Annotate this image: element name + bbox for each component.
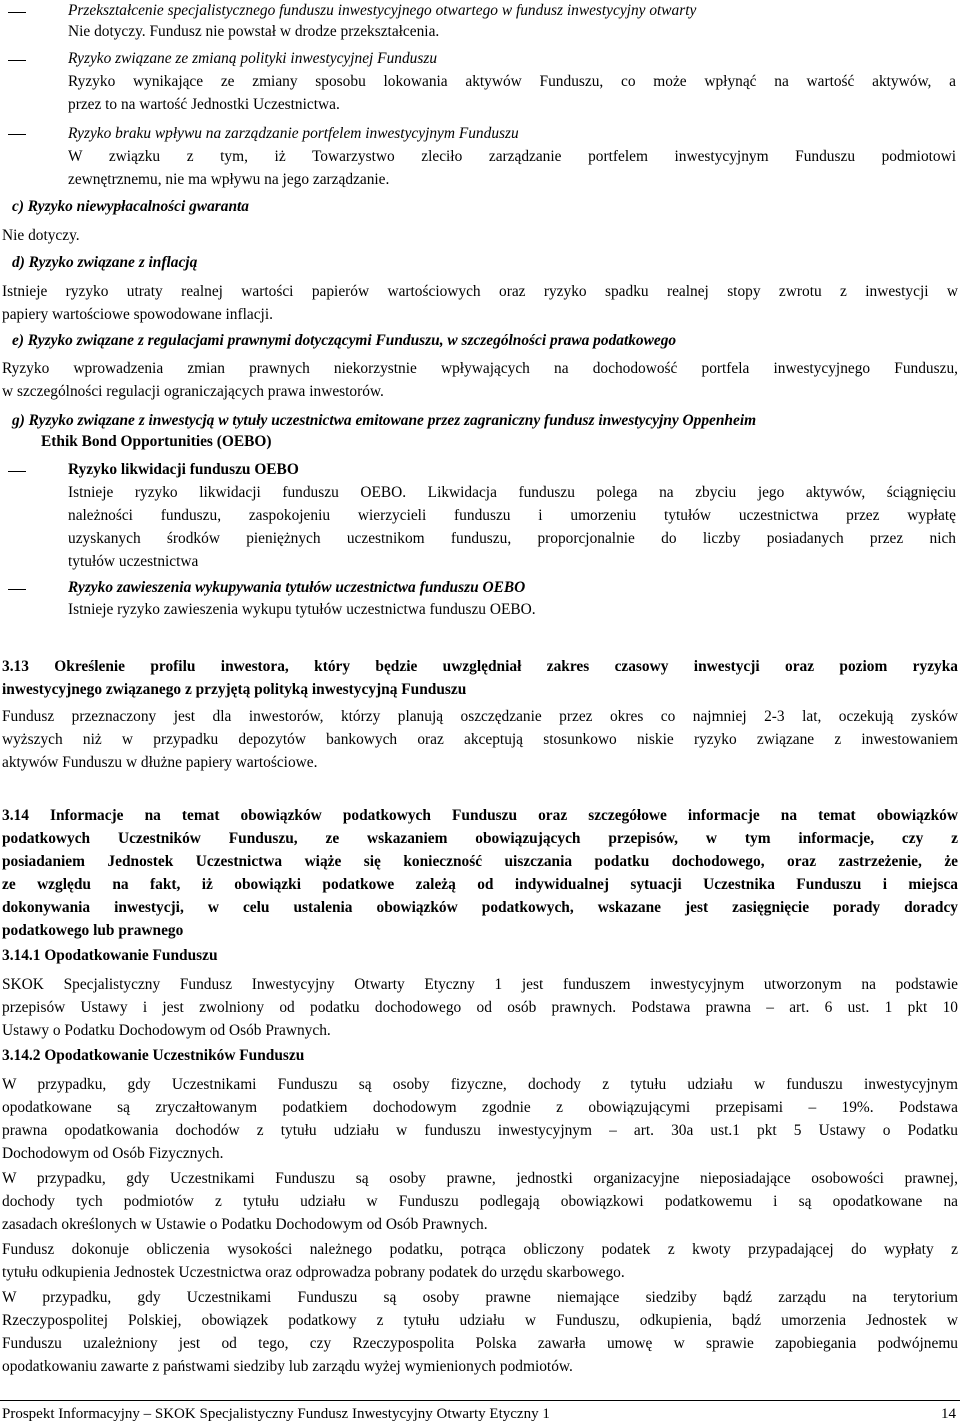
subsection-body-line: Ustawy o Podatku Dochodowym od Osób Prawnych.: [2, 1022, 331, 1039]
chapter-heading: 3.14 Informacje na temat obowiązków podatkowych Funduszu oraz szczegółowe informacje na temat obowiązków: [2, 807, 958, 824]
subsection-body-line: SKOK Specjalistyczny Fundusz Inwestycyjny Otwarty Etyczny 1 jest funduszem inwestycyjnym utworzonym na podstawie: [2, 976, 958, 993]
paragraph-line: Rzeczypospolitej Polskiej, obowiązek podatkowy z tytułu udziału w Funduszu, odkupienia, bądź umorzenia Jednostek w: [2, 1312, 958, 1329]
item-title: Przekształcenie specjalistycznego funduszu inwestycyjnego otwartego w fundusz inwestycyjny otwarty: [68, 2, 697, 19]
bullet-dash: [8, 134, 26, 135]
paragraph-line: dochody tych podmiotów z tytułu udziału w Funduszu podlegają obowiązkowi podatkowemu i są opodatkowane na: [2, 1193, 958, 1210]
item-body-line: przez to na wartość Jednostki Uczestnictwa.: [68, 96, 340, 113]
section-heading: Ethik Bond Opportunities (OEBO): [41, 433, 272, 450]
paragraph-line: Funduszu uzależniony jest od tego, czy Rzeczypospolita Polska zawarła umowę w sprawie zapobiegania podwójnemu: [2, 1335, 958, 1352]
subsection-heading: 3.14.1 Opodatkowanie Funduszu: [2, 947, 218, 964]
paragraph-line: prawna opodatkowania dochodów z tytułu udziału w funduszu inwestycyjnym – art. 30a ust.1 pkt 5 Ustawy o Podatku: [2, 1122, 958, 1139]
section-body-line: Istnieje ryzyko utraty realnej wartości papierów wartościowych oraz ryzyko spadku realnej stopy zwrotu z inwestycji w: [2, 283, 958, 300]
section-heading: c) Ryzyko niewypłacalności gwaranta: [12, 198, 249, 215]
item-body-line: Istnieje ryzyko likwidacji funduszu OEBO. Likwidacja funduszu polega na zbyciu jego aktywów, ściągnięciu: [68, 484, 956, 501]
paragraph-line: opodatkowaniu zawarte z państwami siedziby lub zarządu wyżej wymienionych podmiotów.: [2, 1358, 573, 1375]
chapter-body-line: Fundusz przeznaczony jest dla inwestorów, którzy planują oszczędzanie przez okres co najmniej 2-3 lat, oczekują zysków: [2, 708, 958, 725]
paragraph-line: Dochodowym od Osób Fizycznych.: [2, 1145, 224, 1162]
chapter-body-line: wyższych niż w przypadku depozytów bankowych oraz akceptują stosunkowo niskie ryzyko związane z inwestowaniem: [2, 731, 958, 748]
chapter-heading: ze względu na fakt, iż obowiązki podatkowe zależą od indywidualnej sytuacji Uczestnika Funduszu i miejsca: [2, 876, 958, 893]
item-body-line: Ryzyko wynikające ze zmiany sposobu lokowania aktywów Funduszu, co może wpłynąć na wartość aktywów, a: [68, 73, 956, 90]
item-body-line: W związku z tym, iż Towarzystwo zleciło zarządzanie portfelem inwestycyjnym Funduszu podmiotowi: [68, 148, 956, 165]
paragraph-line: zasadach określonych w Ustawie o Podatku Dochodowym od Osób Prawnych.: [2, 1216, 488, 1233]
section-body-line: papiery wartościowe spowodowane inflacji.: [2, 306, 273, 323]
item-title: Ryzyko braku wpływu na zarządzanie portfelem inwestycyjnym Funduszu: [68, 125, 519, 142]
chapter-body-line: aktywów Funduszu w dłużne papiery wartościowe.: [2, 754, 318, 771]
paragraph-line: Fundusz dokonuje obliczenia wysokości należnego podatku, potrąca obliczony podatek z kwoty przypadającej do wypłaty z: [2, 1241, 958, 1258]
chapter-heading: podatkowych Uczestników Funduszu, ze wskazaniem obowiązujących przepisów, w tym informacje, czy z: [2, 830, 958, 847]
paragraph-line: W przypadku, gdy Uczestnikami Funduszu są osoby prawne niemające siedziby bądź zarządu na terytorium: [2, 1289, 958, 1306]
section-heading: e) Ryzyko związane z regulacjami prawnymi dotyczącymi Funduszu, w szczególności prawa podatkowego: [12, 332, 677, 349]
section-body: Nie dotyczy.: [2, 227, 80, 244]
item-title: Ryzyko związane ze zmianą polityki inwestycyjnej Funduszu: [68, 50, 438, 67]
section-heading: d) Ryzyko związane z inflacją: [12, 254, 198, 271]
bullet-dash: [8, 471, 26, 472]
bullet-dash: [8, 60, 26, 61]
subsection-heading: 3.14.2 Opodatkowanie Uczestników Funduszu: [2, 1047, 305, 1064]
subsection-body-line: przepisów Ustawy i jest zwolniony od podatku dochodowego od osób prawnych. Podstawa prawna – art. 6 ust. 1 pkt 10: [2, 999, 958, 1016]
chapter-heading: podatkowego lub prawnego: [2, 922, 184, 939]
chapter-heading: inwestycyjnego związanego z przyjętą polityką inwestycyjną Funduszu: [2, 681, 467, 698]
section-body-line: Ryzyko wprowadzenia zmian prawnych niekorzystnie wpływających na dochodowość portfela inwestycyjnego Funduszu,: [2, 360, 958, 377]
paragraph-line: opodatkowane są zryczałtowanym podatkiem dochodowym zgodnie z obowiązującymi przepisami – 19%. Podstawa: [2, 1099, 958, 1116]
item-body-line: tytułów uczestnictwa: [68, 553, 199, 570]
item-body-line: zewnętrznemu, nie ma wpływu na jego zarządzanie.: [68, 171, 390, 188]
section-heading: g) Ryzyko związane z inwestycją w tytuły uczestnictwa emitowane przez zagraniczny fundusz inwestycyjny Oppenheim: [12, 412, 757, 429]
chapter-heading: dokonywania inwestycji, w celu ustalenia obowiązków podatkowych, wskazane jest zasięgnięcie porady doradcy: [2, 899, 958, 916]
paragraph-line: tytułu odkupienia Jednostek Uczestnictwa oraz odprowadza pobrany podatek do urzędu skarbowego.: [2, 1264, 625, 1281]
item-body-line: uzyskanych środków pieniężnych uczestnikom funduszu, proporcjonalnie do liczby posiadanych przez nich: [68, 530, 956, 547]
paragraph-line: W przypadku, gdy Uczestnikami Funduszu są osoby prawne, jednostki organizacyjne nieposiadające osobowości prawnej,: [2, 1170, 958, 1187]
item-body: Istnieje ryzyko zawieszenia wykupu tytułów uczestnictwa funduszu OEBO.: [68, 601, 536, 618]
bullet-dash: [8, 12, 26, 13]
bullet-dash: [8, 589, 26, 590]
item-body-line: należności funduszu, zaspokojeniu wierzycieli funduszu i umorzeniu tytułów uczestnictwa przez wypłatę: [68, 507, 956, 524]
page-number: 14: [941, 1406, 956, 1422]
item-title: Ryzyko likwidacji funduszu OEBO: [68, 461, 299, 478]
chapter-heading: 3.13 Określenie profilu inwestora, który będzie uwzględniał zakres czasowy inwestycji oraz poziom ryzyka: [2, 658, 958, 675]
chapter-heading: posiadaniem Jednostek Uczestnictwa wiąże się konieczność uiszczania podatku dochodowego, oraz zastrzeżenie, że: [2, 853, 958, 870]
item-body: Nie dotyczy. Fundusz nie powstał w drodze przekształcenia.: [68, 23, 440, 40]
section-body-line: w szczególności regulacji ograniczających prawa inwestorów.: [2, 383, 384, 400]
item-title: Ryzyko zawieszenia wykupywania tytułów uczestnictwa funduszu OEBO: [68, 579, 526, 596]
footer-title: Prospekt Informacyjny – SKOK Specjalistyczny Fundusz Inwestycyjny Otwarty Etyczny 1: [2, 1406, 550, 1422]
footer-divider: [0, 1400, 960, 1401]
paragraph-line: W przypadku, gdy Uczestnikami Funduszu są osoby fizyczne, dochody z tytułu udziału w funduszu inwestycyjnym: [2, 1076, 958, 1093]
